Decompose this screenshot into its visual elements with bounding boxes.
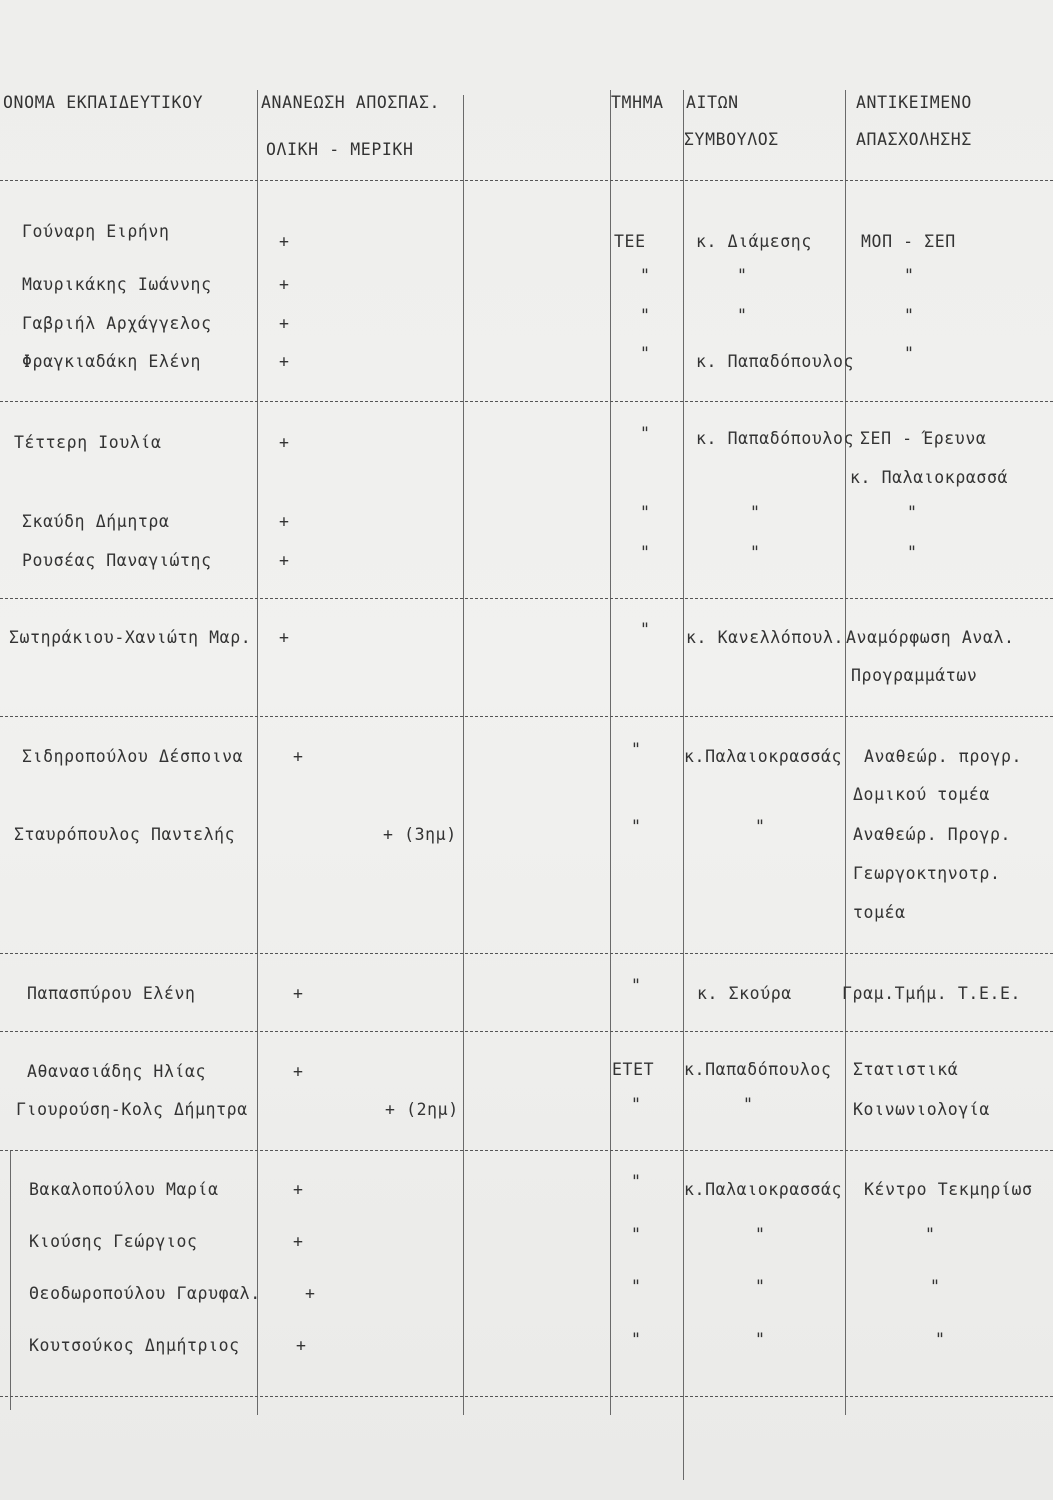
teacher-name: Γούναρη Ειρήνη xyxy=(22,222,170,241)
row-separator xyxy=(0,716,1053,717)
subject: Στατιστικά xyxy=(853,1060,959,1079)
subject-note: κ. Παλαιοκρασσά xyxy=(850,468,1009,487)
full-renewal: + xyxy=(293,747,304,766)
header-name: ΟΝΟΜΑ ΕΚΠΑΙΔΕΥΤΙΚΟΥ xyxy=(3,93,204,112)
teacher-name: Κιούσης Γεώργιος xyxy=(29,1232,198,1251)
subject: " xyxy=(925,1225,936,1244)
header-renewal: ΑΝΑΝΕΩΣΗ ΑΠΟΣΠΑΣ. xyxy=(261,93,441,112)
column-divider xyxy=(845,90,846,1415)
teacher-name: Ρουσέας Παναγιώτης xyxy=(22,551,212,570)
row-separator xyxy=(0,401,1053,402)
full-renewal: + xyxy=(305,1284,316,1303)
advisor: " xyxy=(755,1225,766,1244)
department: " xyxy=(640,344,651,363)
department: " xyxy=(640,424,651,443)
department: " xyxy=(640,306,651,325)
full-renewal: + xyxy=(279,275,290,294)
advisor: " xyxy=(737,306,748,325)
subject: " xyxy=(907,503,918,522)
teacher-name: Σωτηράκιου-Χανιώτη Μαρ. xyxy=(9,628,252,647)
advisor: κ. Κανελλόπουλ. xyxy=(686,628,845,647)
full-renewal: + xyxy=(279,628,290,647)
teacher-name: Φραγκιαδάκη Ελένη xyxy=(22,352,202,371)
subject: " xyxy=(907,543,918,562)
teacher-name: Σταυρόπουλος Παντελής xyxy=(14,825,236,844)
teacher-name: Σιδηροπούλου Δέσποινα xyxy=(22,747,244,766)
full-renewal: + xyxy=(293,1062,304,1081)
subject-note: Γεωργοκτηνοτρ. xyxy=(853,864,1001,883)
subject: " xyxy=(904,266,915,285)
full-renewal: + xyxy=(279,352,290,371)
teacher-name: Σκαύδη Δήμητρα xyxy=(22,512,170,531)
department: ΤΕΕ xyxy=(614,232,646,251)
row-separator xyxy=(0,1150,1053,1151)
subject: Κοινωνιολογία xyxy=(853,1100,990,1119)
teacher-name: Μαυρικάκης Ιωάννης xyxy=(22,275,212,294)
header-renewal-type: ΟΛΙΚΗ - ΜΕΡΙΚΗ xyxy=(266,140,414,159)
header-subject-sub: ΑΠΑΣΧΟΛΗΣΗΣ xyxy=(856,130,972,149)
advisor: " xyxy=(743,1095,754,1114)
teacher-name: Βακαλοπούλου Μαρία xyxy=(29,1180,219,1199)
header-subject: ΑΝΤΙΚΕΙΜΕΝΟ xyxy=(856,93,972,112)
subject-note: Προγραμμάτων xyxy=(851,666,978,685)
department: " xyxy=(631,1330,642,1349)
full-renewal: + xyxy=(293,984,304,1003)
teacher-name: Τέττερη Ιουλία xyxy=(14,433,162,452)
advisor: κ. Παπαδόπουλος xyxy=(696,352,855,371)
advisor: " xyxy=(750,543,761,562)
teacher-name: Κουτσούκος Δημήτριος xyxy=(29,1336,240,1355)
department: " xyxy=(631,1225,642,1244)
partial-renewal: + (2ημ) xyxy=(385,1100,459,1119)
subject: Αναθεώρ. προγρ. xyxy=(864,747,1023,766)
header-advisor-sub: ΣΥΜΒΟΥΛΟΣ xyxy=(684,130,779,149)
full-renewal: + xyxy=(279,551,290,570)
row-separator xyxy=(0,180,1053,181)
advisor: " xyxy=(755,817,766,836)
header-department: ΤΜΗΜΑ xyxy=(611,93,664,112)
department: " xyxy=(640,266,651,285)
advisor: κ.Παλαιοκρασσάς xyxy=(684,1180,843,1199)
department: ΕΤΕΤ xyxy=(612,1060,655,1079)
teacher-name: Αθανασιάδης Ηλίας xyxy=(27,1062,207,1081)
subject: " xyxy=(904,344,915,363)
column-divider xyxy=(257,90,258,1415)
advisor: κ. Παπαδόπουλος xyxy=(696,429,855,448)
teacher-name: Γιουρούση-Κολς Δήμητρα xyxy=(16,1100,248,1119)
row-separator xyxy=(0,953,1053,954)
subject: ΣΕΠ - Έρευνα xyxy=(860,429,987,448)
department: " xyxy=(631,976,642,995)
row-separator xyxy=(0,598,1053,599)
full-renewal: + xyxy=(279,314,290,333)
advisor: " xyxy=(755,1330,766,1349)
column-divider xyxy=(683,90,684,1480)
full-renewal: + xyxy=(279,232,290,251)
subject: " xyxy=(935,1330,946,1349)
advisor: κ.Παλαιοκρασσάς xyxy=(684,747,843,766)
row-separator xyxy=(0,1031,1053,1032)
advisor: κ. Σκούρα xyxy=(697,984,792,1003)
column-divider xyxy=(610,90,611,1415)
row-separator xyxy=(0,1396,1053,1397)
partial-renewal: + (3ημ) xyxy=(383,825,457,844)
subject: Κέντρο Τεκμηρίωσ xyxy=(864,1180,1033,1199)
full-renewal: + xyxy=(279,433,290,452)
department: " xyxy=(631,817,642,836)
full-renewal: + xyxy=(296,1336,307,1355)
subject: Αναμόρφωση Αναλ. xyxy=(846,628,1015,647)
subject: Γραμ.Τμήμ. Τ.Ε.Ε. xyxy=(842,984,1022,1003)
full-renewal: + xyxy=(279,512,290,531)
subject: Αναθεώρ. Προγρ. xyxy=(853,825,1012,844)
department: " xyxy=(631,1277,642,1296)
header-advisor: ΑΙΤΩΝ xyxy=(686,93,739,112)
subject: ΜΟΠ - ΣΕΠ xyxy=(861,232,956,251)
advisor: " xyxy=(750,503,761,522)
teacher-name: Παπασπύρου Ελένη xyxy=(27,984,196,1003)
column-divider xyxy=(463,95,464,1415)
advisor: " xyxy=(737,266,748,285)
subject-note: Δομικού τομέα xyxy=(853,785,990,804)
full-renewal: + xyxy=(293,1180,304,1199)
teacher-name: Θεοδωροπούλου Γαρυφαλ. xyxy=(29,1284,261,1303)
teacher-name: Γαβριήλ Αρχάγγελος xyxy=(22,314,212,333)
department: " xyxy=(631,1172,642,1191)
department: " xyxy=(640,503,651,522)
subject: " xyxy=(930,1277,941,1296)
department: " xyxy=(640,543,651,562)
department: " xyxy=(640,620,651,639)
column-divider xyxy=(10,1150,11,1410)
department: " xyxy=(631,1095,642,1114)
advisor: " xyxy=(755,1277,766,1296)
advisor: κ.Παπαδόπουλος xyxy=(684,1060,832,1079)
full-renewal: + xyxy=(293,1232,304,1251)
subject: " xyxy=(904,306,915,325)
advisor: κ. Διάμεσης xyxy=(696,232,812,251)
department: " xyxy=(631,740,642,759)
subject-note: τομέα xyxy=(853,903,906,922)
